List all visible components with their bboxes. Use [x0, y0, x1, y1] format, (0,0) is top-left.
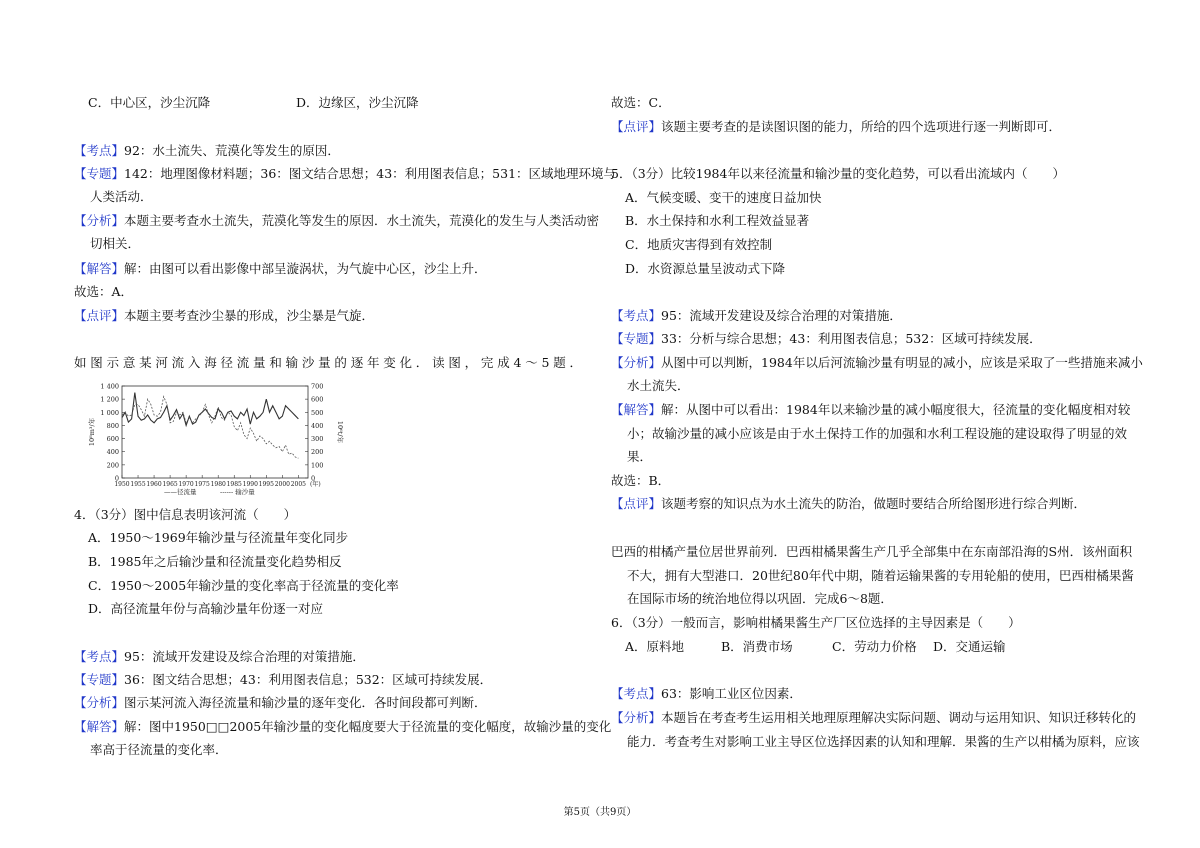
x-tick-label: 1980 [210, 481, 226, 488]
q4-guxuan: 故选：C． [611, 95, 671, 110]
fenxi-tag: 【分析】 [611, 710, 662, 725]
x-tick-label: 1990 [242, 481, 258, 488]
q5-jieda-cont-2: 果． [627, 449, 653, 464]
dianping-text: 该题考察的知识点为水土流失的防治，做题时要结合所给图形进行综合判断． [661, 496, 1087, 511]
q4-option-a[interactable]: A．1950～1969年输沙量与径流量年变化同步 [88, 530, 349, 545]
q3-option-d[interactable]: D．边缘区，沙尘沉降 [296, 95, 419, 110]
y-right-tick-label: 0 [311, 474, 316, 483]
q6-option-b[interactable]: B．消费市场 [721, 639, 793, 654]
q3-zhuanti-cont: 人类活动． [90, 189, 153, 204]
y-right-tick-label: 300 [311, 435, 324, 444]
q6-fenxi-cont: 能力．考查考生对影响工业主导区位选择因素的认知和理解．果酱的生产以柑橘为原料，应该 [627, 734, 1140, 749]
q6-option-c[interactable]: C．劳动力价格 [832, 639, 917, 654]
page-footer: 第5页（共9页） [563, 807, 637, 818]
q5-zhuanti [611, 331, 1042, 347]
q6-fenxi [611, 710, 1136, 726]
y-left-tick-label: 400 [106, 448, 119, 457]
x-tick-label: 1955 [130, 481, 146, 488]
fenxi-tag: 【分析】 [74, 213, 125, 228]
zhuanti-text: 36：图文结合思想；43：利用图表信息；532：区域可持续发展． [124, 672, 493, 687]
q4-kaodian [74, 649, 365, 665]
q5-jieda-cont-1: 小；故输沙量的减小应该是由于水土保持工作的加强和水利工程设施的建设取得了明显的效 [627, 426, 1128, 441]
q5-jieda [611, 402, 1130, 418]
jieda-tag: 【解答】 [74, 719, 125, 734]
kaodian-tag: 【考点】 [611, 686, 662, 701]
chart-root [88, 383, 345, 497]
x-tick-label: 1985 [226, 481, 242, 488]
x-tick-label: 1965 [162, 481, 178, 488]
x-tick-label: 1995 [258, 481, 274, 488]
jieda-tag: 【解答】 [611, 402, 662, 417]
kaodian-tag: 【考点】 [74, 649, 125, 664]
y-left-tick-label: 600 [106, 435, 119, 444]
intro-4-5-text: 如图示意某河流入海径流量和输沙量的逐年变化．读图，完成4～5题． [74, 355, 582, 370]
dianping-tag: 【点评】 [74, 308, 125, 323]
kaodian-text: 63：影响工业区位因素． [661, 686, 802, 701]
y-left-tick-label: 1 000 [100, 408, 119, 417]
jieda-text: 解：由图可以看出影像中部呈漩涡状，为气旋中心区，沙尘上升． [124, 261, 487, 276]
fenxi-text: 图示某河流入海径流量和输沙量的逐年变化．各时间段都可判断． [124, 695, 487, 710]
y-left-tick-label: 1 200 [100, 395, 119, 404]
intro-4-5 [74, 355, 582, 371]
x-tick-label: 1970 [178, 481, 194, 488]
q3-option-c[interactable]: C．中心区，沙尘沉降 [88, 95, 211, 110]
y-left-tick-label: 800 [106, 421, 119, 430]
x-unit-label: (年) [310, 481, 321, 488]
fenxi-tag: 【分析】 [611, 355, 662, 370]
q4-jieda [74, 719, 611, 735]
q3-dianping [74, 308, 374, 324]
series-line-sediment [122, 397, 298, 459]
y-right-axis-label: 10⁶t/年 [336, 420, 344, 444]
plot-frame [122, 386, 308, 478]
q4-option-d[interactable]: D．高径流量年份与高输沙量年份逐一对应 [88, 601, 324, 616]
jieda-text: 解：图中1950□□2005年输沙量的变化幅度要大于径流量的变化幅度，故输沙量的变化 [124, 719, 612, 734]
fenxi-text: 本题旨在考查考生运用相关地理原理解决实际问题、调动与运用知识、知识迁移转化的 [661, 710, 1137, 725]
q5-dianping [611, 496, 1086, 512]
y-left-tick-label: 1 400 [100, 382, 119, 391]
y-right-tick-label: 100 [311, 461, 324, 470]
fenxi-text: 本题主要考查水土流失，荒漠化等发生的原因．水土流失，荒漠化的发生与人类活动密 [124, 213, 600, 228]
q3-fenxi [74, 213, 599, 229]
q4-dianping [611, 119, 1061, 135]
series-line-runoff [122, 393, 298, 426]
dianping-tag: 【点评】 [611, 496, 662, 511]
kaodian-text: 95：流域开发建设及综合治理的对策措施． [124, 649, 365, 664]
y-right-tick-label: 200 [311, 448, 324, 457]
zhuanti-tag: 【专题】 [611, 331, 662, 346]
q6-kaodian [611, 686, 802, 702]
x-tick-label: 1950 [114, 481, 130, 488]
x-tick-label: 1975 [194, 481, 210, 488]
x-tick-label: 2000 [274, 481, 290, 488]
y-left-axis-label: 10⁸m³/年 [88, 417, 96, 447]
q6-stem: 6．（3分）一般而言，影响柑橘果酱生产厂区位选择的主导因素是（ ） [611, 615, 1021, 630]
q5-option-d[interactable]: D．水资源总量呈波动式下降 [625, 261, 786, 276]
q3-zhuanti [74, 166, 616, 182]
q5-option-c[interactable]: C．地质灾害得到有效控制 [625, 237, 773, 252]
q4-option-b[interactable]: B．1985年之后输沙量和径流量变化趋势相反 [88, 554, 342, 569]
q5-kaodian [611, 308, 902, 324]
intro-6-8: 巴西的柑橘产量位居世界前列．巴西柑橘果酱生产几乎全部集中在东南部沿海的S州．该州面积 [611, 544, 1133, 559]
q6-option-d[interactable]: D．交通运输 [933, 639, 1006, 654]
legend-sediment: ------ 输沙量 [220, 488, 255, 496]
q5-guxuan: 故选：B． [611, 473, 671, 488]
x-tick-label: 1960 [146, 481, 162, 488]
q5-fenxi [611, 355, 1143, 371]
q3-guxuan: 故选：A． [74, 284, 134, 299]
kaodian-tag: 【考点】 [611, 308, 662, 323]
intro-6-8-cont-1: 不大，拥有大型港口．20世纪80年代中期，随着运输果酱的专用轮船的使用，巴西柑橘果酱 [627, 568, 1134, 583]
jieda-tag: 【解答】 [74, 261, 125, 276]
intro-6-8-cont-2: 在国际市场的统治地位得以巩固．完成6～8题． [627, 591, 893, 606]
zhuanti-tag: 【专题】 [74, 166, 125, 181]
dianping-text: 该题主要考查的是读图识图的能力，所给的四个选项进行逐一判断即可． [661, 119, 1062, 134]
y-left-tick-label: 200 [106, 461, 119, 470]
y-right-tick-label: 400 [311, 421, 324, 430]
q4-jieda-cont: 率高于径流量的变化率． [90, 742, 228, 757]
q5-stem: 5．（3分）比较1984年以来径流量和输沙量的变化趋势，可以看出流域内（ ） [611, 166, 1065, 181]
jieda-text: 解：从图中可以看出：1984年以来输沙量的减小幅度很大，径流量的变化幅度相对较 [661, 402, 1131, 417]
q5-fenxi-cont: 水土流失． [627, 378, 690, 393]
legend-runoff: ——径流量 [164, 488, 197, 496]
y-left-tick-label: 0 [114, 474, 119, 483]
y-right-tick-label: 500 [311, 408, 324, 417]
q3-fenxi-cont: 切相关． [90, 236, 141, 251]
zhuanti-tag: 【专题】 [74, 672, 125, 687]
q4-stem: 4．（3分）图中信息表明该河流（ ） [74, 507, 297, 522]
q4-fenxi [74, 695, 487, 711]
q6-option-a[interactable]: A．原料地 [625, 639, 685, 654]
fenxi-text: 从图中可以判断，1984年以后河流输沙量有明显的减小，应该是采取了一些措施来减小 [661, 355, 1143, 370]
q4-option-c[interactable]: C．1950～2005年输沙量的变化率高于径流量的变化率 [88, 578, 399, 593]
zhuanti-text: 142：地理图像材料题；36：图文结合思想；43：利用图表信息；531：区域地理环境与 [124, 166, 617, 181]
q5-option-b[interactable]: B．水土保持和水利工程效益显著 [625, 213, 810, 228]
q3-kaodian [74, 143, 340, 159]
q4-zhuanti [74, 672, 492, 688]
fenxi-tag: 【分析】 [74, 695, 125, 710]
kaodian-text: 92：水土流失、荒漠化等发生的原因． [124, 143, 340, 158]
dianping-text: 本题主要考查沙尘暴的形成，沙尘暴是气旋． [124, 308, 375, 323]
x-tick-label: 2005 [290, 481, 307, 488]
runoff-sediment-chart [88, 380, 346, 498]
zhuanti-text: 33：分析与综合思想；43：利用图表信息；532：区域可持续发展． [661, 331, 1042, 346]
q3-jieda [74, 261, 487, 277]
dianping-tag: 【点评】 [611, 119, 662, 134]
kaodian-text: 95：流域开发建设及综合治理的对策措施． [661, 308, 902, 323]
y-right-tick-label: 600 [311, 395, 324, 404]
kaodian-tag: 【考点】 [74, 143, 125, 158]
y-right-tick-label: 700 [311, 382, 324, 391]
q5-option-a[interactable]: A．气候变暖、变干的速度日益加快 [625, 190, 822, 205]
